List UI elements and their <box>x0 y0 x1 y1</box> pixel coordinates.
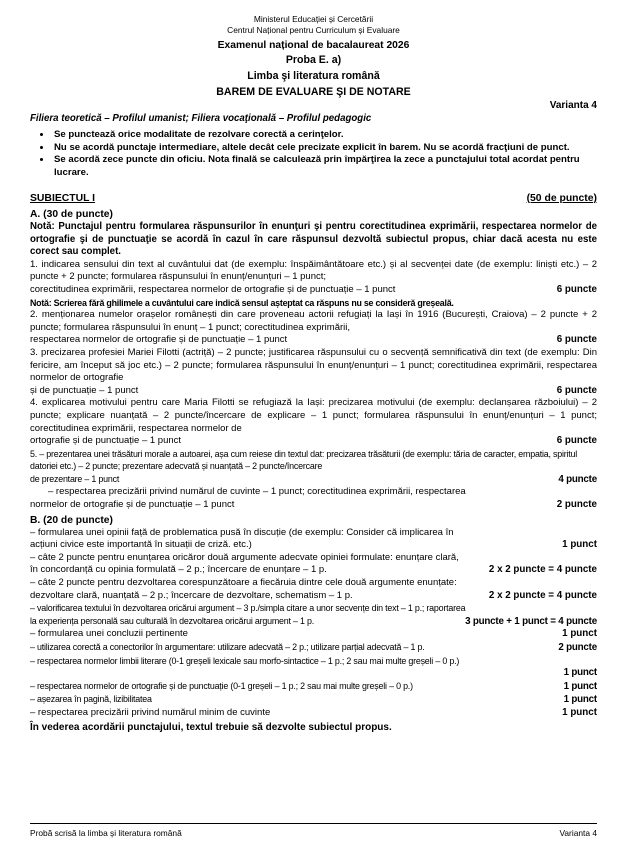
item-score-row <box>30 473 597 487</box>
item-points: 1 punct <box>563 680 597 692</box>
item-text: 1. indicarea sensului din text al cuvântului dat (de exemplu: înspăimântătoare etc.) și al secvenței date (de exemplu: liniști etc.) – 2 puncte + 2 puncte; formularea răspunsului în enunț/enunțuri – 1 punct; <box>30 258 597 283</box>
item-text: – respectarea normelor de ortografie și de punctuație (0-1 greșeli – 1 p.; 2 sau mai multe greșeli – 0 p.) <box>30 680 413 691</box>
item-score-row <box>30 284 597 297</box>
item-score-row <box>30 539 597 552</box>
page-footer <box>30 823 597 838</box>
item-points: 2 x 2 puncte = 4 puncte <box>488 589 597 601</box>
section-b-final-note: În vederea acordării punctajului, textul trebuie să dezvolte subiectul propus. <box>30 721 392 733</box>
a-item-3 <box>30 309 597 347</box>
b-item-6 <box>30 641 597 655</box>
item-text: – utilizarea corectă a conectorilor în argumentare: utilizare adecvată – 2 p.; utilizare parțial adecvată – 1 p. <box>30 642 425 652</box>
b-item-7 <box>30 655 597 680</box>
item-score-row <box>30 641 597 655</box>
item-score-row <box>30 615 597 629</box>
item-text: în concordanță cu opinia formulată – 2 p.; încercare de enunțare – 1 p. <box>30 564 327 576</box>
a-item-1 <box>30 259 597 297</box>
item-points: 2 puncte <box>556 499 597 511</box>
subiect-title: SUBIECTUL I <box>30 193 96 204</box>
item-points: 6 puncte <box>556 435 597 447</box>
item-text: respectarea normelor de ortografie și de punctuație – 1 punct <box>30 334 288 346</box>
item-score-row <box>30 499 597 512</box>
item-text: ortografie și de punctuație – 1 punct <box>30 435 182 447</box>
item-text: 4. explicarea motivului pentru care Maria Filotti se refugiază la Iași: precizarea motivului (de exemplu: declanșarea războiului) – 2 puncte; explicare nuanțată – 2 puncte/încercare de explicare – 1 punct; formularea răspunsului în enunț/enunțuri – 1 punct; corectitudinea exprimării, respectarea normelor de <box>30 397 597 434</box>
item-text: – respectarea precizării privind numărul minim de cuvinte <box>30 706 271 718</box>
item-text: de prezentare – 1 punct <box>30 473 120 484</box>
a-item-6 <box>30 448 597 487</box>
item-text: și de punctuație – 1 punct <box>30 384 139 396</box>
section-b-items <box>30 527 597 720</box>
rule-item: • Se punctează orice modalitate de rezolvare corectă a cerinţelor. <box>52 129 597 142</box>
item-score-row <box>30 435 597 448</box>
section-a-items <box>30 259 597 512</box>
item-points: 3 puncte + 1 punct = 4 puncte <box>465 615 597 627</box>
b-item-5 <box>30 628 597 641</box>
item-score-row <box>30 667 597 680</box>
item-points: 1 punct <box>562 539 597 551</box>
rule-item: • Se acordă zece puncte din oficiu. Nota finală se calculează prin împărţirea la zece a punctajului total acordat pentru lucrare. <box>52 154 597 179</box>
item-score-row <box>30 564 597 577</box>
b-item-1 <box>30 527 597 552</box>
item-text: – respectarea precizării privind numărul de cuvinte – 1 punct; corectitudinea exprimării, respectarea <box>48 486 466 498</box>
item-text: 3. precizarea profesiei Mariei Filotti (actriță) – 2 puncte; justificarea răspunsului cu o secvență semnificativă din text (de exemplu: Din fericire, am început să joc etc.) – 2 puncte; formularea răspunsului în enunț/enunțuri – 1 punct; corectitudinea exprimării, respectarea normelor de ortografie <box>30 346 597 384</box>
item-text: – respectarea normelor limbii literare (0-1 greșeli lexicale sau morfo-sintactice – 1 p.; 2 sau mai multe greșeli – 0 p.) <box>30 655 460 666</box>
item-text: – valorificarea textului în dezvoltarea oricărui argument – 3 p./simpla citare a unor secvențe din text – 1 p.; raportarea <box>30 603 466 614</box>
item-text: 5. – prezentarea unei trăsături morale a autoarei, așa cum reiese din textul dat: precizarea trăsăturii (de exemplu: tăria de caracter, empatia, spiritul datoriei etc.) – 2 puncte; prezentare adecvată și nuanțată – 2 puncte/încercare <box>30 448 578 472</box>
item-text: – formularea unei concluzii pertinente <box>30 628 188 640</box>
ministry-line-1: Ministerul Educației și Cercetării <box>253 14 374 24</box>
item-text: la experiența personală sau culturală în dezvoltarea oricărui argument – 1 p. <box>30 615 315 626</box>
item-points: 2 x 2 puncte = 4 puncte <box>488 564 597 576</box>
item-score-row <box>30 707 597 720</box>
document-page <box>30 14 597 734</box>
a-item-5 <box>30 397 597 447</box>
exam-title: Examenul național de bacalaureat 2026 <box>217 40 410 51</box>
item-text: – câte 2 puncte pentru enunțarea oricăror două argumente adecvate opiniei formulate: enunțare clară, <box>30 551 459 563</box>
item-text: – formularea unei opinii față de problematica pusă în discuție (de exemplu: Consider că implicarea în <box>30 526 454 538</box>
b-item-9 <box>30 693 597 707</box>
item-points: 6 puncte <box>556 334 597 346</box>
item-points: 6 puncte <box>556 384 597 396</box>
barem-title: BAREM DE EVALUARE ŞI DE NOTARE <box>216 86 411 98</box>
item-points: 6 puncte <box>556 283 597 295</box>
item-score-row <box>30 680 597 694</box>
section-a-title: A. (30 de puncte) <box>30 209 113 220</box>
item-score-row <box>30 590 597 603</box>
item-note: Notă: Scrierea fără ghilimele a cuvântului care indică sensul așteptat ca răspuns nu se consideră greșeală. <box>30 297 454 308</box>
item-points: 4 puncte <box>558 473 597 485</box>
section-a-note: Notă: Punctajul pentru formularea răspunsurilor în enunţuri şi pentru corectitudinea exprimării, respectarea normelor de ortografie şi de punctuaţie se acordă în cazul în care răspunsul dezvoltă subiectul propus, chiar dacă acesta nu este corect sau complet. <box>30 221 597 258</box>
subiect-points: (50 de puncte) <box>526 193 597 204</box>
subject-title: Limba şi literatura română <box>247 70 380 82</box>
footer-right: Varianta 4 <box>559 828 597 838</box>
item-score-row <box>30 628 597 641</box>
item-score-row <box>30 385 597 398</box>
a-item-7 <box>30 486 597 511</box>
b-item-2 <box>30 552 597 577</box>
footer-left: Probă scrisă la limba și literatura română <box>30 828 182 838</box>
b-item-4 <box>30 602 597 628</box>
proba-label: Proba E. a) <box>285 54 342 66</box>
a-item-2 <box>30 297 597 310</box>
item-text: – câte 2 puncte pentru dezvoltarea corespunzătoare a fiecăruia dintre cele două argumente enunțate: <box>30 577 457 589</box>
ministry-line-2: Centrul Național pentru Curriculum și Evaluare <box>227 25 400 35</box>
b-item-10 <box>30 707 597 720</box>
general-rules-list <box>30 129 597 179</box>
item-text: normelor de ortografie și de punctuație – 1 punct <box>30 499 235 511</box>
subiect-heading <box>30 192 597 206</box>
item-score-row <box>30 334 597 347</box>
item-points: 1 punct <box>562 706 597 718</box>
item-text: 2. menționarea numelor orașelor românești din care proveneau actorii refugiați la Iași în 1916 (București, Craiova) – 2 puncte + 2 puncte; formularea răspunsului în enunț – 1 punct; corectitudinea exprimării, <box>30 309 597 333</box>
item-points: 1 punct <box>563 667 597 679</box>
a-item-4 <box>30 347 597 397</box>
item-score-row <box>30 693 597 707</box>
item-text: acțiuni civice este importantă în situații de criză. etc.) <box>30 539 252 551</box>
item-text: corectitudinea exprimării, respectarea normelor de ortografie și de punctuație – 1 punct <box>30 283 396 295</box>
rule-item: • Nu se acordă punctaje intermediare, altele decât cele precizate explicit în barem. Nu se acordă fracţiuni de punct. <box>52 142 597 155</box>
b-item-3 <box>30 577 597 602</box>
item-text: dezvoltare clară, nuanțată – 2 p.; încercare de dezvoltare, schematism – 1 p. <box>30 589 353 601</box>
filiera-line: Filiera teoretică – Profilul umanist; Filiera vocaţională – Profilul pedagogic <box>30 113 372 124</box>
item-points: 1 punct <box>562 628 597 640</box>
item-points: 2 puncte <box>558 642 597 653</box>
item-text: – așezarea în pagină, lizibilitatea <box>30 694 152 705</box>
varianta-label: Varianta 4 <box>549 100 597 111</box>
item-points: 1 punct <box>563 694 597 706</box>
b-item-8 <box>30 680 597 694</box>
section-b-title: B. (20 de puncte) <box>30 514 113 526</box>
